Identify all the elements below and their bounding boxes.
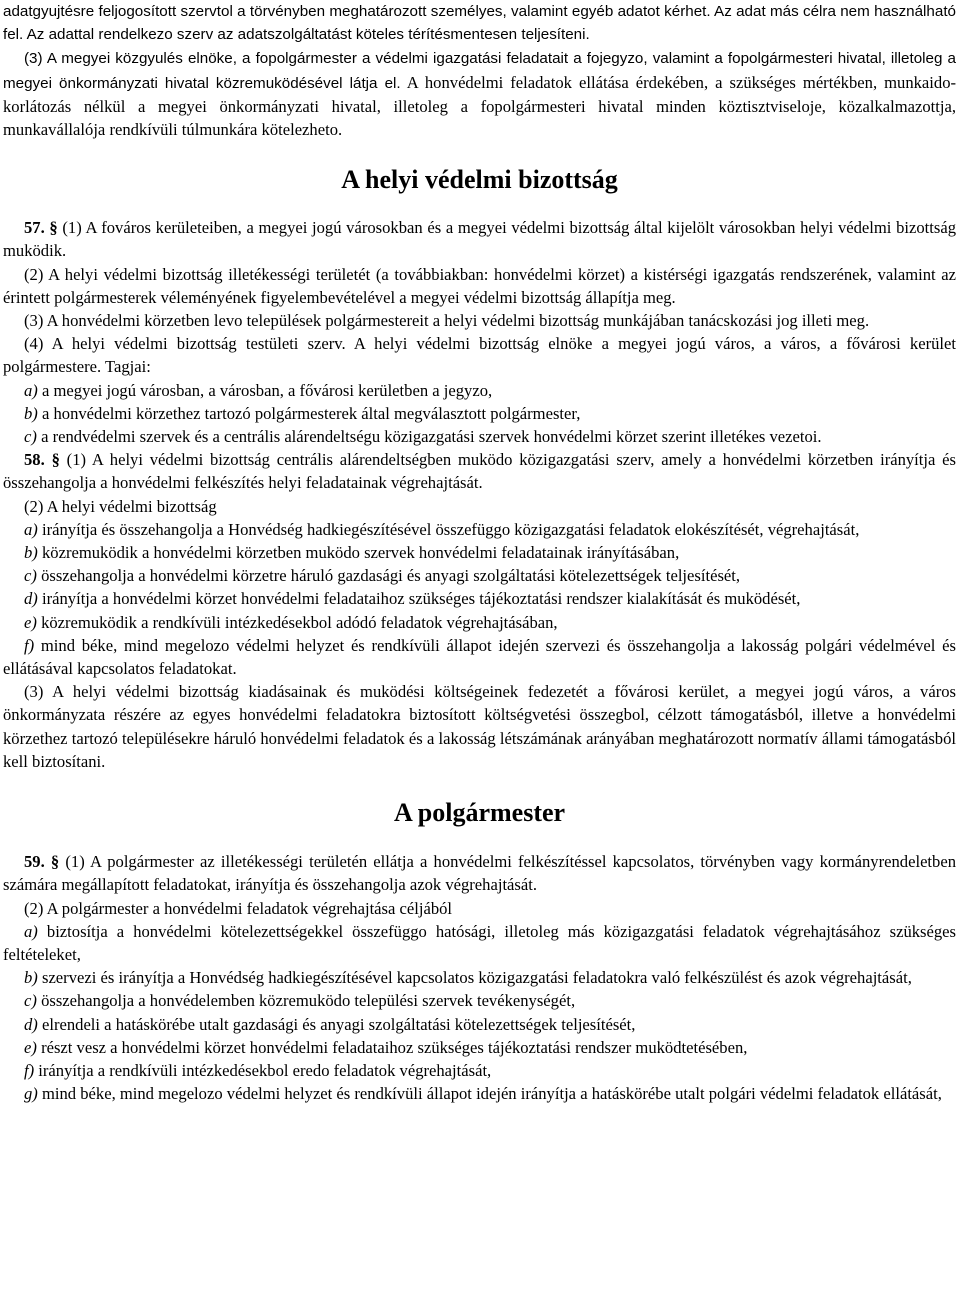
section-number: 57. — [24, 218, 45, 238]
section-57-paragraph-3: (3) A honvédelmi körzetben levo települések polgármestereit a helyi védelmi bizottság munkájában tanácskozási jog illeti meg. — [24, 311, 870, 331]
item-text: összehangolja a honvédelmi körzetre háruló gazdasági és anyagi szolgáltatási kötelezettségek teljesítését, — [41, 566, 741, 586]
section-57-paragraph-1 — [3, 216, 956, 262]
section-57-paragraph-4: (4) A helyi védelmi bizottság testületi szerv. A helyi védelmi bizottság elnöke a megyei jogú város, a város, a fővárosi kerület polgármestere. Tagjai: — [3, 334, 956, 377]
item-text: biztosítja a honvédelmi kötelezettségekkel összefüggo hatósági, illetoleg más közigazgatási feladatok végrehajtásához szükséges feltételeket, — [3, 921, 957, 964]
item-text: közremuködik a honvédelmi körzetben muködo szervek honvédelmi feladatainak irányításában, — [41, 543, 680, 563]
item-letter: d) — [24, 589, 38, 609]
item-letter: a) — [24, 921, 38, 941]
item-letter: c) — [24, 427, 37, 447]
section-number: 58. — [24, 450, 45, 470]
item-letter: f) — [24, 635, 35, 655]
item-letter: e) — [24, 612, 37, 632]
item-letter: g) — [24, 1084, 38, 1104]
list-item — [3, 379, 956, 402]
document-page — [3, 0, 956, 1105]
paragraph-sign: § — [51, 450, 60, 470]
paragraph-3-part-2: A honvédelmi feladatok ellátása érdekében, a szükséges mértékben, munkaido-korlátozás nélkül a megyei önkormányzati hivatal, illetoleg a fopolgármesteri hivatal minden köztisztviseloje, közalkalmazottja, munkavállalója rendkívüli túlmunkára kötelezheto. — [3, 72, 957, 140]
paragraph-sign: § — [49, 218, 58, 238]
item-text: irányítja a rendkívüli intézkedésekbol eredo feladatok végrehajtását, — [38, 1060, 492, 1080]
item-text: elrendeli a hatáskörébe utalt gazdasági és anyagi szolgáltatási kötelezettségek teljesítését, — [41, 1014, 636, 1034]
section-58-paragraph-2: (2) A helyi védelmi bizottság — [24, 496, 217, 516]
paragraph-sign: § — [50, 852, 60, 872]
section-text: (1) A polgármester az illetékességi területén ellátja a honvédelmi felkészítéssel kapcsolatos, törvényben vagy kormányrendeletben számára megállapított feladatokat, irányítja és összehangolja azok végrehajtását. — [3, 852, 956, 895]
item-text: irányítja és összehangolja a Honvédség hadkiegészítésével összefüggo közigazgatási feladatok elokészítését, végrehajtását, — [41, 519, 860, 539]
item-letter: b) — [24, 968, 38, 988]
item-text: részt vesz a honvédelmi körzet honvédelmi feladataihoz szükséges tájékoztatási rendszer muködtetésében, — [41, 1037, 748, 1057]
list-item — [3, 966, 956, 989]
paragraph-3-part-1: (3) A megyei közgyulés elnöke, a fopolgármester a védelmi igazgatási feladatait a fojegyzo, valamint a fopolgármesteri hivatal, illetoleg a megyei önkormányzati hivatal közremuködésével látja el. — [3, 50, 956, 92]
item-letter: d) — [24, 1014, 38, 1034]
section-text: (1) A helyi védelmi bizottság centrális alárendeltségben muködo közigazgatási szerv, amely a honvédelmi körzetben irányítja és összehangolja a honvédelmi felkészítés helyi feladatainak végrehajtását. — [3, 450, 956, 493]
item-text: összehangolja a honvédelemben közremuködo települési szervek tevékenységét, — [41, 991, 576, 1011]
item-letter: a) — [24, 519, 38, 539]
list-item — [3, 587, 956, 610]
list-item — [3, 1059, 956, 1082]
item-text: mind béke, mind megelozo védelmi helyzet és rendkívüli állapot idején irányítja a hatáskörébe utalt polgári védelmi feladatok ellátását, — [41, 1084, 942, 1104]
section-58-paragraph-1 — [3, 448, 956, 494]
paragraph-3 — [3, 46, 956, 141]
item-text: mind béke, mind megelozo védelmi helyzet és rendkívüli állapot idején szervezi és összehangolja a lakosság polgári védelmével és ellátásával kapcsolatos feladatokat. — [3, 635, 956, 679]
section-number: 59. — [24, 852, 45, 872]
list-item — [3, 611, 956, 634]
item-letter: b) — [24, 543, 38, 563]
section-text: (1) A fováros kerületeiben, a megyei jogú városokban és a megyei védelmi bizottság által kijelölt városokban helyi védelmi bizottság muködik. — [3, 218, 956, 261]
item-letter: c) — [24, 991, 37, 1011]
item-text: a rendvédelmi szervek és a centrális alárendeltségu közigazgatási szervek honvédelmi körzet szerint illetékes vezetoi. — [41, 427, 822, 447]
item-text: szervezi és irányítja a Honvédség hadkiegészítésével kapcsolatos közigazgatási feladatokra való felkészülést és azok végrehajtását, — [41, 968, 912, 988]
list-item — [3, 1036, 956, 1059]
list-item — [3, 518, 956, 541]
list-item — [3, 541, 956, 564]
item-text: a megyei jogú városban, a városban, a fővárosi kerületben a jegyzo, — [41, 380, 493, 400]
item-letter: c) — [24, 566, 37, 586]
list-item — [3, 564, 956, 587]
section-heading-local-defense-committee: A helyi védelmi bizottság — [341, 165, 618, 195]
section-heading-mayor: A polgármester — [393, 798, 566, 828]
item-letter: f) — [24, 1060, 35, 1080]
list-item — [3, 920, 956, 966]
section-59-paragraph-1 — [3, 850, 956, 896]
item-letter: e) — [24, 1037, 37, 1057]
item-letter: b) — [24, 403, 38, 423]
list-item — [3, 634, 956, 680]
list-item — [3, 1082, 956, 1105]
section-59-paragraph-2: (2) A polgármester a honvédelmi feladatok végrehajtása céljából — [24, 898, 453, 918]
item-text: a honvédelmi körzethez tartozó polgármesterek által megválasztott polgármester, — [41, 403, 581, 423]
item-text: irányítja a honvédelmi körzet honvédelmi feladataihoz szükséges tájékoztatási rendszer kialakítását és muködését, — [41, 589, 801, 609]
item-text: közremuködik a rendkívüli intézkedésekbol adódó feladatok végrehajtásában, — [41, 612, 558, 632]
list-item — [3, 989, 956, 1012]
list-item — [3, 425, 956, 448]
item-letter: a) — [24, 380, 38, 400]
list-item — [3, 1013, 956, 1036]
section-58-paragraph-3: (3) A helyi védelmi bizottság kiadásainak és muködési költségeinek fedezetét a fővárosi kerület, a megyei jogú város, a város önkormányzata részére az egyes honvédelmi feladatokra biztosított költségvetési összegbol, célzott támogatásból, illetve a honvédelmi körzethez tartozó településekre háruló honvédelmi feladatok és a lakosság létszámának arányában meghatározott normatív állami támogatásból kell biztosítani. — [3, 682, 956, 771]
list-item — [3, 402, 956, 425]
paragraph-continued: adatgyujtésre feljogosított szervtol a törvényben meghatározott személyes, valamint egyéb adatot kérhet. Az adat más célra nem használható fel. Az adattal rendelkezo szerv az adatszolgáltatást köteles térítésmentesen teljesíteni. — [3, 3, 956, 44]
section-57-paragraph-2: (2) A helyi védelmi bizottság illetékességi területét (a továbbiakban: honvédelmi körzet) a kistérségi igazgatás rendszerének, valamint az érintett polgármesterek véleményének figyelembevételével a megyei védelmi bizottság állapítja meg. — [3, 264, 956, 307]
